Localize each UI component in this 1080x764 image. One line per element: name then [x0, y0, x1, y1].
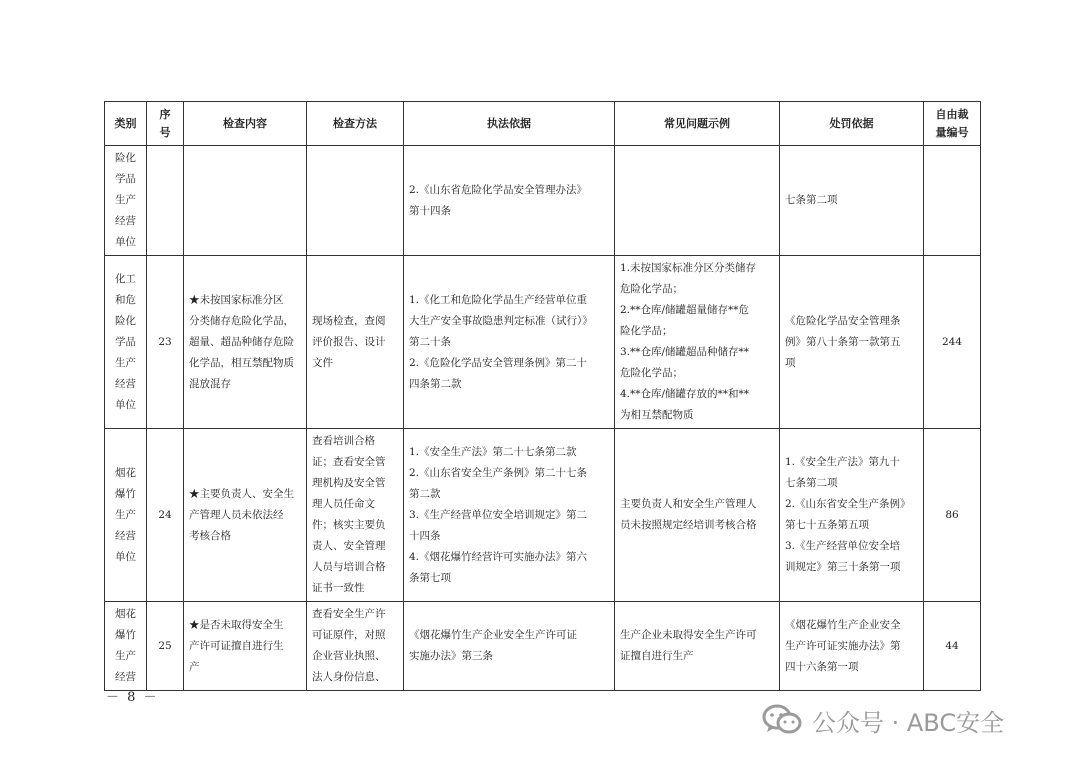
- cell-line: 项: [785, 356, 796, 369]
- cell-line: 产: [189, 660, 200, 673]
- cell-line: 1.《安全生产法》第二十七条第二款: [409, 445, 577, 458]
- cell-line: 化学品，相互禁配物质: [189, 356, 294, 369]
- cell-line: 和危: [115, 293, 136, 306]
- cell-method: [307, 429, 404, 602]
- cell-line: 评价报告、设计: [312, 335, 386, 348]
- cell-seq: [147, 146, 184, 256]
- header-basis: 执法依据: [404, 102, 615, 146]
- cell-line: 四条第二款: [409, 377, 462, 390]
- cell-line: 超量、超品种储存危险: [189, 335, 294, 348]
- cell-seq: 25: [147, 602, 184, 691]
- cell-line: 危险化学品；: [620, 283, 683, 295]
- cell-line: 文件: [312, 356, 333, 369]
- cell-content: [184, 602, 307, 691]
- cell-line: 经营: [115, 215, 136, 227]
- cell-line: 烟花: [115, 608, 136, 620]
- cell-line: 险化: [115, 152, 136, 164]
- cell-line: 例》第八十条第一款第五: [785, 335, 901, 348]
- table-row: [105, 146, 981, 256]
- cell-seq: 24: [147, 429, 184, 602]
- cell-line: 4.《烟花爆竹经营许可实施办法》第六: [409, 550, 588, 563]
- cell-line: 2.《山东省危险化学品安全管理办法》: [409, 183, 588, 196]
- cell-line: ★是否未取得安全生: [189, 618, 284, 631]
- cell-line: 可证原件，对照: [312, 629, 386, 641]
- cell-line: 单位: [115, 550, 136, 563]
- watermark: [762, 700, 1004, 740]
- cell-line: 考核合格: [189, 529, 231, 542]
- cell-basis: [404, 429, 615, 602]
- cell-line: 责人、安全管理: [312, 540, 386, 552]
- cell-line: 查看安全生产许: [312, 608, 386, 620]
- cell-line: 证书一致性: [312, 582, 365, 594]
- cell-category: [105, 429, 147, 602]
- table-row: [105, 429, 981, 602]
- cell-line: 险化: [115, 314, 136, 327]
- cell-line: 经营: [115, 529, 136, 542]
- cell-line: 证擅自进行生产: [620, 650, 694, 662]
- cell-line: 企业营业执照、: [312, 650, 386, 662]
- cell-line: 生产: [115, 356, 136, 369]
- cell-line: 经营: [115, 671, 136, 683]
- cell-line: 分类储存危险化学品，: [189, 314, 294, 327]
- cell-line: 经营: [115, 377, 136, 390]
- header-examples: 常见问题示例: [615, 102, 780, 146]
- cell-line: 《烟花爆竹生产企业安全生产许可证: [409, 629, 577, 641]
- cell-method: [307, 602, 404, 691]
- cell-examples: [615, 602, 780, 691]
- table-row: [105, 602, 981, 691]
- cell-basis: [404, 146, 615, 256]
- cell-content: [184, 429, 307, 602]
- cell-line: 生产: [115, 194, 136, 206]
- cell-line: 2.《危险化学品安全管理条例》第二十: [409, 356, 588, 369]
- cell-line: 爆竹: [115, 487, 136, 500]
- cell-basis: [404, 602, 615, 691]
- cell-line: 险化学品；: [620, 325, 673, 337]
- cell-line: 爆竹: [115, 629, 136, 641]
- cell-line: 2.**仓库/储罐超量储存**危: [620, 304, 750, 316]
- cell-line: 理机构及安全管: [312, 477, 386, 489]
- cell-line: 件；核实主要负: [312, 519, 386, 531]
- cell-line: 证；查看安全管: [312, 456, 386, 468]
- cell-line: 条第七项: [409, 571, 451, 584]
- cell-examples: [615, 256, 780, 429]
- cell-line: 大生产安全事故隐患判定标准（试行）》: [409, 314, 593, 327]
- cell-line: 2.《山东省安全生产条例》: [785, 498, 911, 510]
- cell-line: 四十六条第一项: [785, 660, 859, 673]
- cell-line: 训规定》第三十条第一项: [785, 561, 901, 573]
- cell-line: 生产企业未取得安全生产许可: [620, 629, 757, 641]
- cell-line: ★未按国家标准分区: [189, 293, 284, 306]
- cell-line: 2.《山东省安全生产条例》第二十七条: [409, 466, 588, 479]
- cell-line: 3.《生产经营单位安全培: [785, 540, 901, 552]
- cell-line: 1.《化工和危险化学品生产经营单位重: [409, 293, 588, 306]
- header-code: 自由裁 量编号: [924, 102, 981, 146]
- cell-line: 《烟花爆竹生产企业安全: [785, 618, 901, 631]
- cell-line: 学品: [115, 335, 136, 348]
- header-category: 类别: [105, 102, 147, 146]
- cell-seq: 23: [147, 256, 184, 429]
- cell-line: 七条第二项: [785, 477, 838, 489]
- cell-line: 烟花: [115, 466, 136, 479]
- inspection-table: [104, 101, 981, 691]
- cell-content: [184, 256, 307, 429]
- cell-line: 第二款: [409, 487, 441, 500]
- cell-line: 生产: [115, 508, 136, 521]
- header-penalty: 处罚依据: [780, 102, 924, 146]
- cell-code: 244: [924, 256, 981, 429]
- table-row: [105, 256, 981, 429]
- cell-penalty: [780, 429, 924, 602]
- cell-method: [307, 146, 404, 256]
- header-content: 检查内容: [184, 102, 307, 146]
- cell-penalty: [780, 146, 924, 256]
- cell-line: 混放混存: [189, 377, 231, 390]
- cell-category: [105, 602, 147, 691]
- cell-line: 法人身份信息、: [312, 671, 386, 683]
- cell-category: [105, 146, 147, 256]
- cell-method: [307, 256, 404, 429]
- cell-line: 为相互禁配物质: [620, 409, 694, 421]
- cell-penalty: [780, 256, 924, 429]
- cell-line: 危险化学品；: [620, 367, 683, 379]
- cell-content: [184, 146, 307, 256]
- cell-line: 3.《生产经营单位安全培训规定》第二: [409, 508, 588, 521]
- cell-line: 单位: [115, 236, 136, 248]
- wechat-icon: [762, 703, 802, 737]
- cell-line: 3.**仓库/储罐超品种储存**: [620, 346, 750, 358]
- header-row: [105, 102, 981, 146]
- page-number: － 8 －: [106, 690, 159, 705]
- cell-line: 理人员任命文: [312, 498, 375, 510]
- cell-code: 44: [924, 602, 981, 691]
- cell-code: 86: [924, 429, 981, 602]
- cell-line: 单位: [115, 398, 136, 411]
- header-seq: 序 号: [147, 102, 184, 146]
- watermark-text: 公众号 · ABC安全: [812, 708, 1005, 737]
- cell-code: [924, 146, 981, 256]
- cell-line: 第七十五条第五项: [785, 519, 869, 531]
- cell-line: 化工: [115, 272, 136, 285]
- cell-line: 实施办法》第三条: [409, 650, 493, 662]
- cell-examples: [615, 146, 780, 256]
- cell-line: 查看培训合格: [312, 435, 375, 447]
- cell-line: 学品: [115, 173, 136, 185]
- cell-line: 第二十条: [409, 335, 451, 348]
- cell-line: 1.未按国家标准分区分类储存: [620, 262, 757, 274]
- cell-category: [105, 256, 147, 429]
- cell-line: 人员与培训合格: [312, 561, 386, 573]
- cell-basis: [404, 256, 615, 429]
- cell-line: 现场检查，查阅: [312, 314, 386, 327]
- cell-line: 主要负责人和安全生产管理人: [620, 498, 757, 510]
- cell-line: 第十四条: [409, 204, 451, 217]
- header-method: 检查方法: [307, 102, 404, 146]
- cell-line: 4.**仓库/储罐存放的**和**: [620, 388, 750, 400]
- cell-line: 1.《安全生产法》第九十: [785, 456, 901, 468]
- cell-examples: [615, 429, 780, 602]
- cell-line: 七条第二项: [785, 194, 838, 206]
- cell-line: 生产: [115, 650, 136, 662]
- cell-penalty: [780, 602, 924, 691]
- cell-line: 生产许可证实施办法》第: [785, 639, 901, 652]
- cell-line: 员未按照规定经培训考核合格: [620, 519, 757, 531]
- cell-line: 《危险化学品安全管理条: [785, 314, 901, 327]
- cell-line: 产管理人员未依法经: [189, 508, 284, 521]
- cell-line: ★主要负责人、安全生: [189, 487, 294, 500]
- cell-line: 十四条: [409, 529, 441, 542]
- cell-line: 产许可证擅自进行生: [189, 639, 284, 652]
